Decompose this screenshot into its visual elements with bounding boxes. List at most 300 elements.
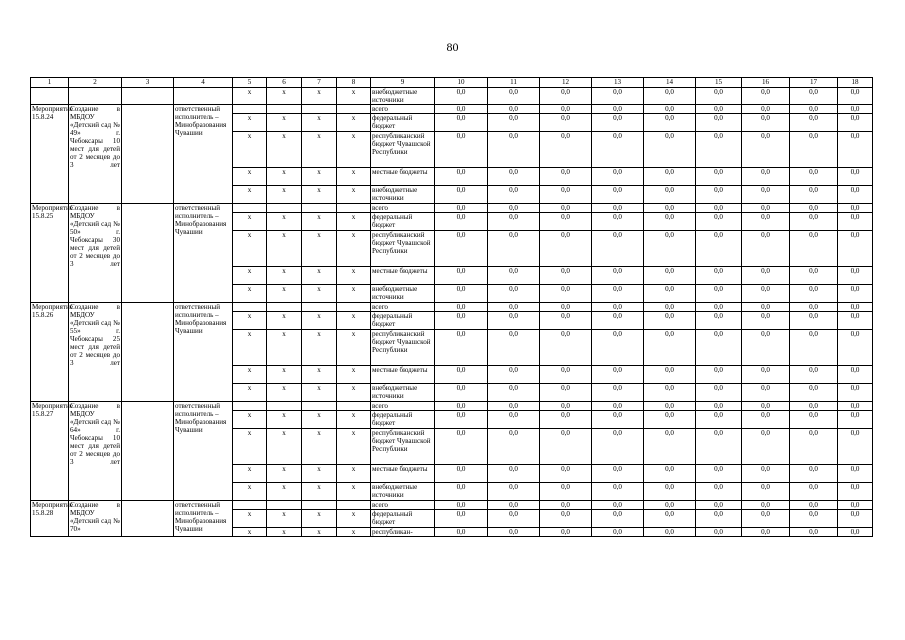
value-cell: 0,0 (644, 303, 696, 312)
funding-source: местные бюджеты (371, 267, 435, 285)
table-row (31, 204, 873, 213)
value-cell: 0,0 (790, 132, 838, 168)
value-cell: 0,0 (435, 132, 488, 168)
value-cell: 0,0 (488, 105, 540, 114)
x-mark: x (233, 285, 267, 303)
value-cell: 0,0 (592, 132, 644, 168)
value-cell: 0,0 (488, 501, 540, 510)
x-mark: x (267, 231, 302, 267)
measure-id: Мероприятие 15.8.26 (31, 303, 69, 402)
value-cell: 0,0 (592, 384, 644, 402)
value-cell: 0,0 (696, 204, 742, 213)
x-mark: x (337, 384, 371, 402)
value-cell: 0,0 (592, 483, 644, 501)
table-row (31, 402, 873, 411)
x-mark: x (302, 312, 337, 330)
empty-cell (302, 402, 337, 411)
value-cell: 0,0 (696, 483, 742, 501)
value-cell: 0,0 (488, 88, 540, 105)
column-header: 5 (233, 78, 267, 88)
value-cell: 0,0 (592, 267, 644, 285)
table-body (31, 88, 873, 537)
measure-description: Создание в МБДОУ «Детский сад № 64» г. Чебоксары 10 мест для детей от 2 месяцев до 3 лет (69, 402, 122, 501)
value-cell: 0,0 (838, 429, 873, 465)
value-cell: 0,0 (488, 411, 540, 429)
value-cell: 0,0 (540, 510, 592, 528)
value-cell: 0,0 (838, 267, 873, 285)
funding-source: внебюджетные источники (371, 88, 435, 105)
value-cell: 0,0 (435, 231, 488, 267)
value-cell: 0,0 (644, 88, 696, 105)
value-cell: 0,0 (488, 483, 540, 501)
value-cell: 0,0 (742, 132, 790, 168)
value-cell: 0,0 (540, 267, 592, 285)
value-cell: 0,0 (435, 528, 488, 537)
x-mark: x (302, 285, 337, 303)
x-mark: x (302, 132, 337, 168)
x-mark: x (267, 384, 302, 402)
value-cell: 0,0 (742, 366, 790, 384)
column-header: 13 (592, 78, 644, 88)
value-cell: 0,0 (644, 231, 696, 267)
value-cell: 0,0 (742, 312, 790, 330)
budget-table (30, 77, 873, 537)
value-cell: 0,0 (644, 204, 696, 213)
x-mark: x (337, 330, 371, 366)
value-cell: 0,0 (592, 528, 644, 537)
value-cell: 0,0 (790, 312, 838, 330)
funding-source: всего (371, 303, 435, 312)
executor: ответственный исполнитель – Минобразования Чувашии (174, 204, 233, 303)
value-cell: 0,0 (644, 186, 696, 204)
value-cell: 0,0 (488, 366, 540, 384)
x-mark: x (302, 429, 337, 465)
value-cell: 0,0 (696, 168, 742, 186)
value-cell: 0,0 (742, 105, 790, 114)
funding-source: федеральный бюджет (371, 411, 435, 429)
value-cell: 0,0 (644, 312, 696, 330)
value-cell: 0,0 (790, 105, 838, 114)
value-cell: 0,0 (838, 384, 873, 402)
column-header: 17 (790, 78, 838, 88)
empty-cell (337, 303, 371, 312)
value-cell: 0,0 (435, 465, 488, 483)
value-cell: 0,0 (540, 501, 592, 510)
value-cell: 0,0 (488, 267, 540, 285)
value-cell: 0,0 (540, 285, 592, 303)
x-mark: x (337, 114, 371, 132)
empty-cell (122, 303, 174, 402)
value-cell: 0,0 (644, 267, 696, 285)
value-cell: 0,0 (592, 285, 644, 303)
value-cell: 0,0 (696, 330, 742, 366)
value-cell: 0,0 (838, 303, 873, 312)
column-header: 18 (838, 78, 873, 88)
value-cell: 0,0 (592, 303, 644, 312)
value-cell: 0,0 (592, 411, 644, 429)
empty-cell (69, 88, 122, 105)
x-mark: x (337, 528, 371, 537)
empty-cell (233, 402, 267, 411)
value-cell: 0,0 (742, 528, 790, 537)
x-mark: x (267, 528, 302, 537)
x-mark: x (337, 132, 371, 168)
value-cell: 0,0 (838, 231, 873, 267)
empty-cell (233, 204, 267, 213)
value-cell: 0,0 (488, 186, 540, 204)
value-cell: 0,0 (742, 510, 790, 528)
x-mark: x (267, 186, 302, 204)
funding-source: республиканский бюджет Чувашской Республики (371, 231, 435, 267)
page-number: 80 (446, 40, 459, 54)
value-cell: 0,0 (696, 105, 742, 114)
value-cell: 0,0 (742, 267, 790, 285)
value-cell: 0,0 (790, 366, 838, 384)
table-row (31, 303, 873, 312)
value-cell: 0,0 (435, 88, 488, 105)
value-cell: 0,0 (742, 483, 790, 501)
value-cell: 0,0 (790, 231, 838, 267)
value-cell: 0,0 (696, 510, 742, 528)
measure-id: Мероприятие 15.8.28 (31, 501, 69, 537)
x-mark: x (302, 168, 337, 186)
value-cell: 0,0 (838, 366, 873, 384)
value-cell: 0,0 (838, 213, 873, 231)
column-header: 10 (435, 78, 488, 88)
value-cell: 0,0 (696, 132, 742, 168)
x-mark: x (267, 114, 302, 132)
value-cell: 0,0 (742, 186, 790, 204)
x-mark: x (267, 411, 302, 429)
empty-cell (122, 105, 174, 204)
value-cell: 0,0 (435, 366, 488, 384)
empty-cell (337, 105, 371, 114)
x-mark: x (337, 213, 371, 231)
empty-cell (302, 303, 337, 312)
column-header: 6 (267, 78, 302, 88)
measure-description: Создание в МБДОУ «Детский сад № 70» (69, 501, 122, 537)
value-cell: 0,0 (488, 285, 540, 303)
empty-cell (302, 204, 337, 213)
value-cell: 0,0 (592, 501, 644, 510)
value-cell: 0,0 (696, 402, 742, 411)
value-cell: 0,0 (540, 168, 592, 186)
value-cell: 0,0 (644, 384, 696, 402)
funding-source: республиканский бюджет Чувашской Республики (371, 429, 435, 465)
value-cell: 0,0 (488, 168, 540, 186)
value-cell: 0,0 (488, 204, 540, 213)
value-cell: 0,0 (488, 384, 540, 402)
value-cell: 0,0 (696, 114, 742, 132)
measure-id: Мероприятие 15.8.24 (31, 105, 69, 204)
x-mark: x (267, 285, 302, 303)
x-mark: x (267, 132, 302, 168)
empty-cell (337, 402, 371, 411)
x-mark: x (337, 465, 371, 483)
value-cell: 0,0 (790, 330, 838, 366)
table-row (31, 88, 873, 105)
x-mark: x (337, 186, 371, 204)
value-cell: 0,0 (644, 483, 696, 501)
value-cell: 0,0 (742, 465, 790, 483)
x-mark: x (233, 312, 267, 330)
empty-cell (267, 402, 302, 411)
x-mark: x (267, 510, 302, 528)
value-cell: 0,0 (540, 528, 592, 537)
x-mark: x (302, 366, 337, 384)
x-mark: x (302, 213, 337, 231)
measure-description: Создание в МБДОУ «Детский сад № 50» г. Чебоксары 30 мест для детей от 2 месяцев до 3 лет (69, 204, 122, 303)
funding-source: всего (371, 105, 435, 114)
value-cell: 0,0 (838, 204, 873, 213)
x-mark: x (337, 429, 371, 465)
x-mark: x (267, 429, 302, 465)
empty-cell (267, 105, 302, 114)
x-mark: x (302, 267, 337, 285)
value-cell: 0,0 (488, 402, 540, 411)
x-mark: x (337, 88, 371, 105)
column-header: 9 (371, 78, 435, 88)
value-cell: 0,0 (540, 204, 592, 213)
value-cell: 0,0 (540, 312, 592, 330)
value-cell: 0,0 (696, 303, 742, 312)
empty-cell (233, 501, 267, 510)
value-cell: 0,0 (742, 285, 790, 303)
x-mark: x (337, 483, 371, 501)
value-cell: 0,0 (540, 231, 592, 267)
value-cell: 0,0 (790, 501, 838, 510)
column-header: 11 (488, 78, 540, 88)
value-cell: 0,0 (742, 213, 790, 231)
x-mark: x (302, 483, 337, 501)
value-cell: 0,0 (435, 330, 488, 366)
value-cell: 0,0 (790, 168, 838, 186)
value-cell: 0,0 (790, 114, 838, 132)
x-mark: x (267, 267, 302, 285)
x-mark: x (233, 483, 267, 501)
value-cell: 0,0 (696, 267, 742, 285)
value-cell: 0,0 (644, 168, 696, 186)
value-cell: 0,0 (592, 366, 644, 384)
value-cell: 0,0 (435, 285, 488, 303)
funding-source: внебюджетные источники (371, 285, 435, 303)
value-cell: 0,0 (696, 501, 742, 510)
x-mark: x (337, 312, 371, 330)
x-mark: x (267, 213, 302, 231)
value-cell: 0,0 (592, 330, 644, 366)
value-cell: 0,0 (838, 402, 873, 411)
value-cell: 0,0 (644, 411, 696, 429)
value-cell: 0,0 (696, 186, 742, 204)
x-mark: x (267, 312, 302, 330)
funding-source: местные бюджеты (371, 366, 435, 384)
x-mark: x (233, 231, 267, 267)
empty-cell (31, 88, 69, 105)
value-cell: 0,0 (742, 231, 790, 267)
value-cell: 0,0 (540, 186, 592, 204)
x-mark: x (302, 114, 337, 132)
funding-source: республикан- (371, 528, 435, 537)
value-cell: 0,0 (435, 501, 488, 510)
funding-source: республиканский бюджет Чувашской Республики (371, 132, 435, 168)
value-cell: 0,0 (540, 114, 592, 132)
value-cell: 0,0 (838, 88, 873, 105)
value-cell: 0,0 (696, 285, 742, 303)
column-header: 8 (337, 78, 371, 88)
executor: ответственный исполнитель – Минобразования Чувашии (174, 501, 233, 537)
value-cell: 0,0 (435, 312, 488, 330)
value-cell: 0,0 (592, 402, 644, 411)
value-cell: 0,0 (488, 303, 540, 312)
measure-id: Мероприятие 15.8.25 (31, 204, 69, 303)
column-header: 14 (644, 78, 696, 88)
x-mark: x (233, 213, 267, 231)
funding-source: местные бюджеты (371, 465, 435, 483)
value-cell: 0,0 (838, 114, 873, 132)
value-cell: 0,0 (790, 303, 838, 312)
value-cell: 0,0 (644, 114, 696, 132)
x-mark: x (233, 411, 267, 429)
value-cell: 0,0 (790, 528, 838, 537)
value-cell: 0,0 (742, 303, 790, 312)
funding-source: федеральный бюджет (371, 510, 435, 528)
empty-cell (302, 501, 337, 510)
value-cell: 0,0 (435, 429, 488, 465)
value-cell: 0,0 (592, 312, 644, 330)
value-cell: 0,0 (790, 411, 838, 429)
funding-source: внебюджетные источники (371, 384, 435, 402)
value-cell: 0,0 (592, 204, 644, 213)
x-mark: x (337, 168, 371, 186)
value-cell: 0,0 (742, 384, 790, 402)
value-cell: 0,0 (435, 105, 488, 114)
value-cell: 0,0 (540, 366, 592, 384)
empty-cell (122, 204, 174, 303)
column-header: 1 (31, 78, 69, 88)
executor: ответственный исполнитель – Минобразования Чувашии (174, 303, 233, 402)
funding-source: местные бюджеты (371, 168, 435, 186)
executor: ответственный исполнитель – Минобразования Чувашии (174, 402, 233, 501)
x-mark: x (337, 366, 371, 384)
x-mark: x (233, 114, 267, 132)
empty-cell (122, 402, 174, 501)
value-cell: 0,0 (644, 213, 696, 231)
value-cell: 0,0 (435, 510, 488, 528)
empty-cell (267, 204, 302, 213)
value-cell: 0,0 (435, 213, 488, 231)
funding-source: всего (371, 402, 435, 411)
value-cell: 0,0 (790, 213, 838, 231)
x-mark: x (267, 483, 302, 501)
value-cell: 0,0 (435, 168, 488, 186)
value-cell: 0,0 (790, 465, 838, 483)
value-cell: 0,0 (742, 402, 790, 411)
empty-cell (122, 88, 174, 105)
empty-cell (174, 88, 233, 105)
value-cell: 0,0 (790, 267, 838, 285)
value-cell: 0,0 (540, 330, 592, 366)
value-cell: 0,0 (838, 132, 873, 168)
value-cell: 0,0 (540, 384, 592, 402)
header-row (31, 78, 873, 88)
value-cell: 0,0 (435, 204, 488, 213)
value-cell: 0,0 (838, 312, 873, 330)
value-cell: 0,0 (592, 114, 644, 132)
value-cell: 0,0 (644, 465, 696, 483)
value-cell: 0,0 (742, 429, 790, 465)
value-cell: 0,0 (540, 88, 592, 105)
value-cell: 0,0 (696, 465, 742, 483)
value-cell: 0,0 (540, 213, 592, 231)
x-mark: x (337, 285, 371, 303)
value-cell: 0,0 (838, 465, 873, 483)
value-cell: 0,0 (838, 510, 873, 528)
value-cell: 0,0 (742, 501, 790, 510)
value-cell: 0,0 (838, 285, 873, 303)
value-cell: 0,0 (540, 483, 592, 501)
funding-source: внебюджетные источники (371, 186, 435, 204)
empty-cell (302, 105, 337, 114)
table-row (31, 105, 873, 114)
x-mark: x (337, 267, 371, 285)
x-mark: x (302, 88, 337, 105)
value-cell: 0,0 (696, 312, 742, 330)
x-mark: x (233, 366, 267, 384)
column-header: 7 (302, 78, 337, 88)
value-cell: 0,0 (742, 411, 790, 429)
value-cell: 0,0 (540, 402, 592, 411)
column-header: 16 (742, 78, 790, 88)
value-cell: 0,0 (838, 528, 873, 537)
value-cell: 0,0 (592, 88, 644, 105)
measure-id: Мероприятие 15.8.27 (31, 402, 69, 501)
value-cell: 0,0 (790, 402, 838, 411)
x-mark: x (233, 267, 267, 285)
value-cell: 0,0 (540, 465, 592, 483)
value-cell: 0,0 (696, 411, 742, 429)
value-cell: 0,0 (592, 186, 644, 204)
x-mark: x (233, 88, 267, 105)
value-cell: 0,0 (696, 366, 742, 384)
value-cell: 0,0 (838, 483, 873, 501)
x-mark: x (267, 168, 302, 186)
value-cell: 0,0 (696, 88, 742, 105)
value-cell: 0,0 (592, 429, 644, 465)
value-cell: 0,0 (592, 465, 644, 483)
value-cell: 0,0 (790, 285, 838, 303)
x-mark: x (302, 510, 337, 528)
x-mark: x (233, 528, 267, 537)
value-cell: 0,0 (435, 186, 488, 204)
value-cell: 0,0 (696, 384, 742, 402)
x-mark: x (267, 330, 302, 366)
value-cell: 0,0 (838, 501, 873, 510)
value-cell: 0,0 (488, 114, 540, 132)
column-header: 2 (69, 78, 122, 88)
x-mark: x (267, 465, 302, 483)
measure-description: Создание в МБДОУ «Детский сад № 55» г. Чебоксары 25 мест для детей от 2 месяцев до 3 лет (69, 303, 122, 402)
empty-cell (337, 501, 371, 510)
value-cell: 0,0 (435, 411, 488, 429)
value-cell: 0,0 (488, 213, 540, 231)
empty-cell (267, 501, 302, 510)
x-mark: x (302, 465, 337, 483)
value-cell: 0,0 (696, 429, 742, 465)
value-cell: 0,0 (540, 303, 592, 312)
value-cell: 0,0 (838, 105, 873, 114)
x-mark: x (302, 330, 337, 366)
x-mark: x (302, 528, 337, 537)
